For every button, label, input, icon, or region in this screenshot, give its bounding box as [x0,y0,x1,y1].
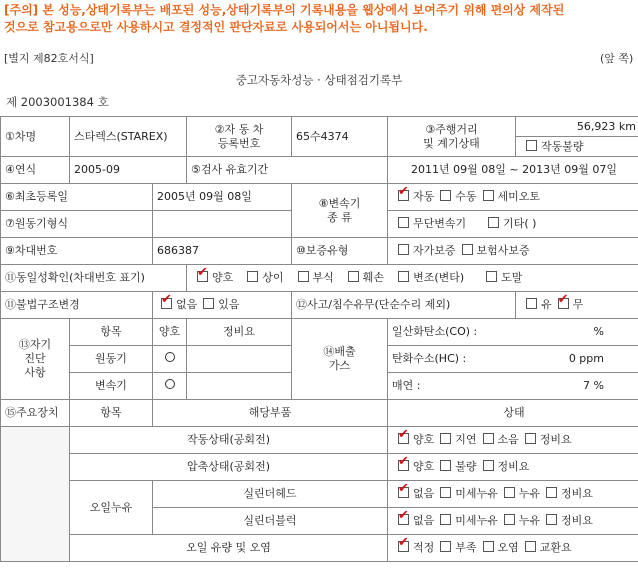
comp-repair-label: 정비요 [497,460,530,473]
oil-dirty-checkbox[interactable] [483,541,494,552]
oil-dirty-label: 오염 [497,541,519,554]
cyl-head-label: 실린더헤드 [153,481,388,508]
trans-manual-checkbox[interactable] [440,190,451,201]
status-header: 상태 [388,400,638,427]
accident-yes-checkbox[interactable] [526,298,537,309]
block-none-label: 없음 [413,514,435,527]
cyl-head-options [388,481,638,508]
id-damage-checkbox[interactable] [348,271,359,282]
cyl-block-label: 실린더블럭 [153,508,388,535]
op-noise-label: 소음 [497,433,519,446]
oil-level-label: 오일 유량 및 오염 [70,535,388,562]
co-row [388,319,638,346]
document-number: 제 2003001384 호 [6,95,109,109]
transmission-label-b: 종 류 [327,210,352,224]
row-oil-level [1,535,638,562]
block-none-checkbox[interactable] [398,514,409,525]
record-form [0,64,638,574]
main-device-blank [1,427,70,562]
gearbox-good-mark [165,379,175,389]
notice-line-1: [주의] 본 성능,상태기록부는 배포된 성능,상태기록부의 기록내용을 웹상에서 보여주기 위해 편의상 제작된 [4,3,565,17]
car-name-value: 스타렉스(STAREX) [70,117,187,157]
warranty-self-checkbox[interactable] [398,244,409,255]
illegal-none-label: 없음 [176,298,198,311]
inspection-label: ⑤검사 유효기간 [187,157,388,184]
trans-auto-checkbox[interactable] [398,190,409,201]
year-label: ④연식 [1,157,70,184]
head-leak-checkbox[interactable] [504,487,515,498]
form-number: [별지 제82호서식] [4,52,94,65]
main-device-label: ⑮주요장치 [1,400,70,427]
row-compression [1,454,638,481]
mileage-label-b: 및 계기상태 [423,136,480,150]
notice-line-2: 것으로 참고용으로만 사용하시고 결정적인 판단자료로 사용되어서는 아니됩니다. [4,20,428,34]
row-cyl-head [1,481,638,508]
id-diff-label: 상이 [262,271,284,284]
operation-label: 작동상태(공회전) [70,427,388,454]
reg-no-value: 65수4374 [292,117,388,157]
comp-bad-label: 불량 [455,460,477,473]
notice-banner [4,2,638,36]
engine-good-mark [165,352,175,362]
reg-no-label [187,117,292,157]
gearbox-diag-label: 변속기 [70,373,153,400]
transmission-options-1 [388,184,638,211]
row-identity [1,265,638,292]
meter-status [516,137,638,157]
trans-other-label: 기타( ) [503,217,537,230]
warranty-label: ⑩보증유형 [292,238,388,265]
emission-label-b: 가스 [328,359,351,372]
row-illegal [1,292,638,319]
accident-yes-label: 유 [541,298,552,311]
trans-cvt-checkbox[interactable] [398,217,409,228]
compression-options [388,454,638,481]
page-side: (앞 쪽) [600,52,634,65]
id-diff-checkbox[interactable] [247,271,258,282]
warranty-options [388,238,638,265]
cyl-block-options [388,508,638,535]
co-unit: % [593,325,604,338]
reg-no-label-b: 등록번호 [217,136,261,150]
main-item-header: 항목 [70,400,153,427]
row-first-reg [1,184,638,211]
year-value: 2005-09 [70,157,187,184]
warranty-insurance-checkbox[interactable] [462,244,473,255]
accident-options [516,292,638,319]
oil-short-checkbox[interactable] [440,541,451,552]
trans-cvt-label: 무단변속기 [413,217,467,230]
hc-row [388,346,638,373]
compression-label: 압축상태(공회전) [70,454,388,481]
id-damage-label: 훼손 [362,271,385,284]
oil-proper-label: 적정 [413,541,435,554]
id-altered-checkbox[interactable] [398,271,409,282]
chassis-value: 686387 [153,238,292,265]
mileage-value: 56,923 km [516,117,638,137]
oil-proper-checkbox[interactable] [398,541,409,552]
row-year [1,157,638,184]
id-rust-checkbox[interactable] [298,271,309,282]
accident-no-label: 무 [572,298,584,311]
row-chassis [1,238,638,265]
trans-manual-label: 수동 [455,190,477,203]
car-name-label: ①차명 [1,117,70,157]
illegal-label: ⑪불법구조변경 [1,292,153,319]
emission-label [292,319,388,400]
id-smeared-checkbox[interactable] [486,271,497,282]
warranty-insurance-label: 보험사보증 [476,244,530,257]
emission-label-a: ⑭배출 [323,345,356,358]
illegal-exists-checkbox[interactable] [203,298,214,309]
first-reg-value: 2005년 09월 08일 [153,184,292,211]
record-table [0,116,638,562]
head-repair-checkbox[interactable] [546,487,557,498]
op-noise-checkbox[interactable] [483,433,494,444]
self-diag-item-header: 항목 [70,319,153,346]
chassis-label: ⑨차대번호 [1,238,153,265]
illegal-none-checkbox[interactable] [161,298,172,309]
smoke-label: 매연 : [392,379,421,392]
head-none-label: 없음 [413,487,435,500]
illegal-exists-label: 있음 [218,298,240,311]
head-none-checkbox[interactable] [398,487,409,498]
op-delay-checkbox[interactable] [440,433,451,444]
transmission-options-2 [388,211,638,238]
accident-label: ⑫사고/침수유무(단순수리 제외) [292,292,516,319]
id-rust-label: 부식 [312,271,334,284]
oil-replace-checkbox[interactable] [525,541,536,552]
head-micro-label: 미세누유 [455,487,498,500]
row-car-name [1,117,638,137]
oil-short-label: 부족 [455,541,477,554]
inspection-value: 2011년 09월 08일 ~ 2013년 09월 07일 [388,157,638,184]
comp-good-label: 양호 [413,460,435,473]
reg-no-label-a: ②자 동 차 [214,122,264,136]
smoke-value: 7 % [583,379,604,392]
identity-options [187,265,638,292]
engine-type-value [153,211,292,238]
block-micro-label: 미세누유 [455,514,498,527]
operation-options [388,427,638,454]
engine-diag-repair [187,346,292,373]
trans-auto-label: 자동 [413,190,435,203]
op-good-label: 양호 [413,433,435,446]
transmission-label-a: ⑧변속기 [318,196,361,210]
block-repair-label: 정비요 [561,514,593,527]
oil-replace-label: 교환요 [539,541,572,554]
part-header: 해당부품 [153,400,388,427]
self-diag-label-a: ⑬자기 [18,338,52,351]
head-repair-label: 정비요 [561,487,593,500]
transmission-label [292,184,388,238]
engine-type-label: ⑦원동기형식 [1,211,153,238]
hc-value: 0 ppm [568,352,604,365]
oil-level-options [388,535,638,562]
head-micro-checkbox[interactable] [440,487,451,498]
form-title: 중고자동차성능 · 상태점검기록부 [235,73,403,87]
comp-good-checkbox[interactable] [398,460,409,471]
row-main-device-header [1,400,638,427]
smoke-row [388,373,638,400]
trans-semi-checkbox[interactable] [483,190,494,201]
block-leak-checkbox[interactable] [504,514,515,525]
id-good-checkbox[interactable] [197,271,208,282]
op-good-checkbox[interactable] [398,433,409,444]
comp-bad-checkbox[interactable] [440,460,451,471]
illegal-options [153,292,292,319]
self-diag-good-header: 양호 [153,319,187,346]
oil-leak-label: 오일누유 [70,481,153,535]
self-diag-label [1,319,70,400]
row-self-diag-header [1,319,638,346]
accident-no-checkbox[interactable] [558,298,569,309]
block-leak-label: 누유 [518,514,541,527]
gearbox-diag-repair [187,373,292,400]
row-operation [1,427,638,454]
meter-fault-checkbox[interactable] [526,140,537,151]
meter-fault-label: 작동불량 [541,139,584,153]
id-smeared-label: 도말 [501,271,523,284]
id-good-label: 양호 [212,271,234,284]
comp-repair-checkbox[interactable] [483,460,494,471]
first-reg-label: ⑥최초등록일 [1,184,153,211]
op-delay-label: 지연 [455,433,477,446]
op-repair-checkbox[interactable] [525,433,536,444]
gearbox-diag-good [153,373,187,400]
trans-other-checkbox[interactable] [488,217,499,228]
mileage-label-a: ③주행거리 [425,122,478,136]
mileage-label [388,117,516,157]
warranty-self-label: 자가보증 [413,244,456,257]
head-leak-label: 누유 [518,487,541,500]
engine-diag-good [153,346,187,373]
id-altered-label: 변조(변타) [413,271,465,284]
engine-diag-label: 원동기 [70,346,153,373]
block-micro-checkbox[interactable] [440,514,451,525]
hc-label: 탄화수소(HC) : [392,352,467,365]
trans-semi-label: 세미오토 [497,190,541,203]
op-repair-label: 정비요 [539,433,572,446]
self-diag-label-b: 진단 [24,352,46,365]
block-repair-checkbox[interactable] [546,514,557,525]
co-label: 일산화탄소(CO) : [392,325,478,338]
self-diag-repair-header: 정비요 [187,319,292,346]
identity-label: ⑪동일성확인(차대번호 표기) [1,265,187,292]
self-diag-label-c: 사항 [24,366,46,379]
